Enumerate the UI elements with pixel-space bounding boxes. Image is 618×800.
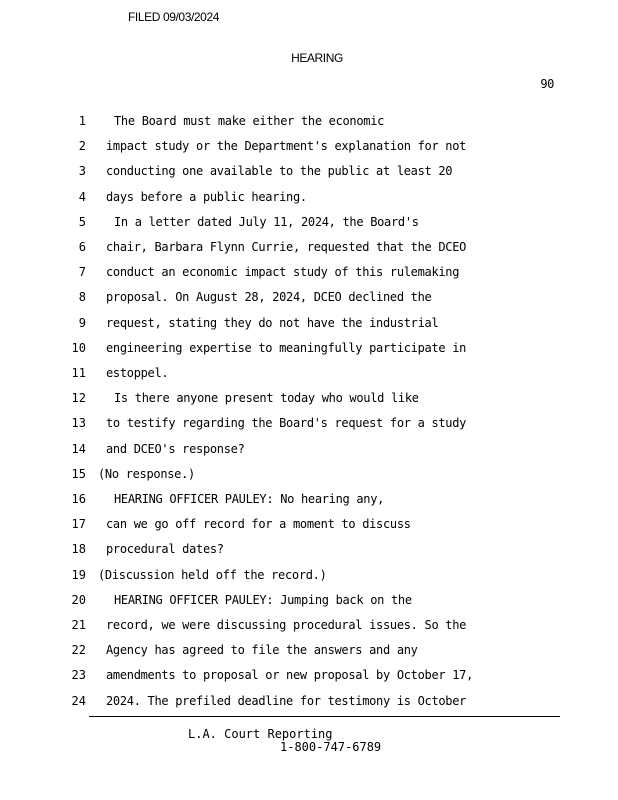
line-number: 17 [71, 517, 86, 532]
line-number: 11 [71, 366, 86, 380]
line-number: 5 [78, 214, 86, 229]
line-text: engineering expertise to meaningfully participate in [106, 340, 467, 355]
line-number: 16 [71, 492, 86, 506]
line-text: In a letter dated July 11, 2024, the Board's [114, 214, 419, 229]
line-text: chair, Barbara Flynn Currie, requested that the DCEO [106, 240, 467, 254]
line-number: 19 [71, 567, 86, 582]
filed-stamp: FILED 09/03/2024 [128, 10, 220, 24]
line-text: amendments to proposal or new proposal by October 17, [106, 668, 474, 683]
line-text: and DCEO's response? [106, 441, 245, 456]
line-text: conducting one available to the public at least 20 [106, 164, 453, 179]
line-text: days before a public hearing. [106, 189, 307, 204]
line-text: record, we were discussing procedural issues. So the [106, 618, 467, 632]
line-number: 23 [71, 668, 86, 683]
line-text: The Board must make either the economic [114, 114, 385, 128]
line-number: 15 [71, 466, 86, 481]
line-text: estoppel. [106, 366, 169, 380]
line-text: Is there anyone present today who would like [114, 391, 419, 406]
line-number: 13 [71, 416, 86, 431]
line-number: 4 [78, 189, 86, 204]
line-number: 9 [78, 315, 86, 330]
line-number: 1 [78, 114, 86, 128]
line-number: 21 [71, 618, 86, 632]
line-text: (No response.) [98, 466, 195, 481]
line-text: 2024. The prefiled deadline for testimony is October [106, 693, 467, 708]
line-text: to testify regarding the Board's request for a study [106, 416, 467, 431]
footer-divider [89, 716, 560, 717]
line-text: can we go off record for a moment to discuss [106, 517, 411, 532]
line-number: 10 [71, 340, 86, 355]
line-number: 7 [78, 265, 86, 280]
line-number: 6 [78, 240, 86, 254]
line-text: Agency has agreed to file the answers and any [106, 643, 418, 658]
line-text: conduct an economic impact study of this rulemaking [106, 265, 460, 280]
line-text: request, stating they do not have the industrial [106, 315, 439, 330]
line-number: 20 [71, 592, 86, 607]
line-number: 24 [71, 693, 86, 708]
line-number: 18 [71, 542, 86, 557]
page-number: 90 [540, 77, 554, 91]
line-text: (Discussion held off the record.) [98, 567, 327, 582]
line-number: 14 [71, 441, 86, 456]
line-number: 3 [78, 164, 86, 179]
reporter-name: L.A. Court Reporting [188, 727, 333, 741]
line-text: HEARING OFFICER PAULEY: Jumping back on the [114, 592, 412, 607]
line-number: 2 [78, 139, 86, 154]
line-number: 12 [71, 391, 86, 406]
line-text: impact study or the Department's explanation for not [106, 139, 467, 154]
line-number: 8 [78, 290, 86, 305]
line-number: 22 [71, 643, 86, 658]
page-title: HEARING [291, 51, 343, 65]
line-text: HEARING OFFICER PAULEY: No hearing any, [114, 492, 385, 506]
line-text: procedural dates? [106, 542, 224, 557]
reporter-phone: 1-800-747-6789 [280, 740, 382, 754]
line-text: proposal. On August 28, 2024, DCEO declined the [106, 290, 432, 305]
